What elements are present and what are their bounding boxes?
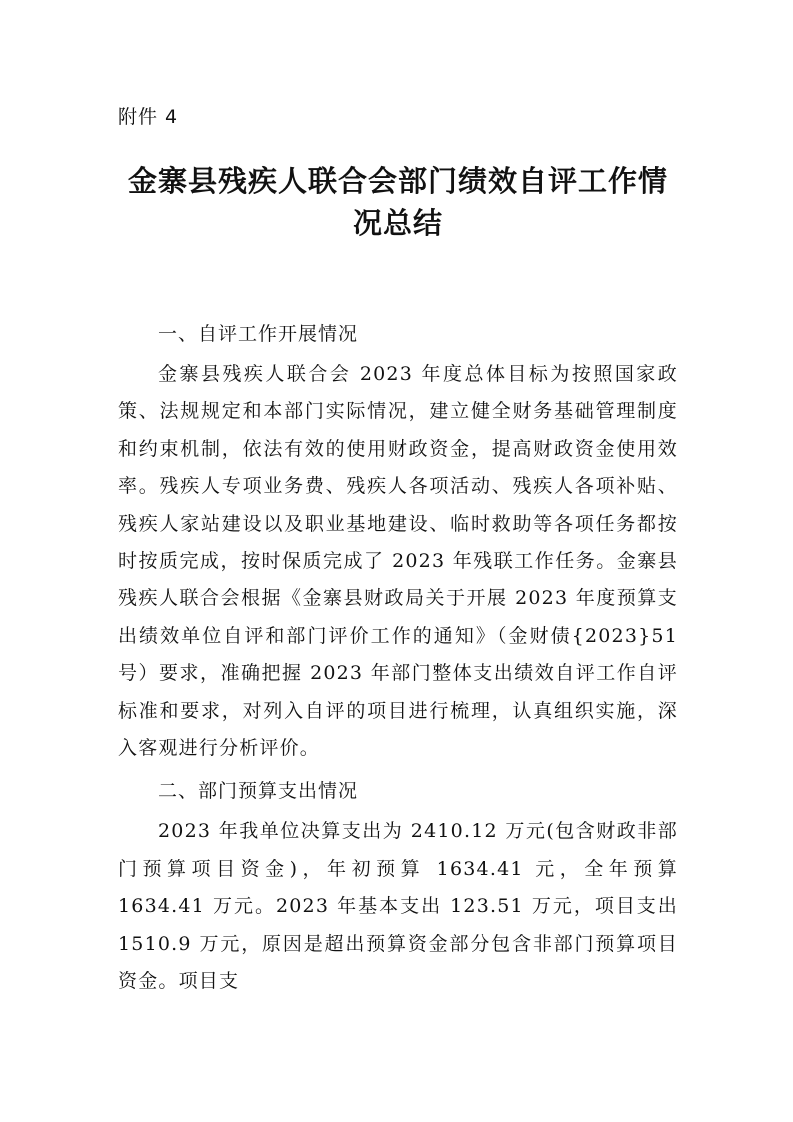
section-budget-expenditure — [118, 773, 678, 1000]
document-body — [118, 316, 678, 1007]
attachment-label: 附件 4 — [118, 106, 179, 128]
section-heading: 一、自评工作开展情况 — [158, 323, 359, 345]
section-work-evaluation — [118, 316, 678, 767]
document-title: 金寨县残疾人联合会部门绩效自评工作情况总结 — [127, 164, 668, 240]
section-paragraph: 2023 年我单位决算支出为 2410.12 万元(包含财政非部门预算项目资金)，年初预算 1634.41 元，全年预算 1634.41 万元。2023 年基本支出 123.51 万元，项目支出 1510.9 万元，原因是超出预算资金部分包含非部门预算项目资金。项目支 — [118, 820, 678, 993]
section-paragraph: 金寨县残疾人联合会 2023 年度总体目标为按照国家政策、法规规定和本部门实际情况，建立健全财务基础管理制度和约束机制，依法有效的使用财政资金，提高财政资金使用效率。残疾人专项业务费、残疾人各项活动、残疾人各项补贴、残疾人家站建设以及职业基地建设、临时救助等各项任务都按时按质完成，按时保质完成了 2023 年残联工作任务。金寨县残疾人联合会根据《金寨县财政局关于开展 2023 年度预算支出绩效单位自评和部门评价工作的通知》（金财债{2023}51 号）要求，准确把握 2023 年部门整体支出绩效自评工作自评标准和要求，对列入自评的项目进行梳理，认真组织实施，深入客观进行分析评价。 — [118, 363, 678, 760]
section-heading: 二、部门预算支出情况 — [158, 780, 359, 803]
